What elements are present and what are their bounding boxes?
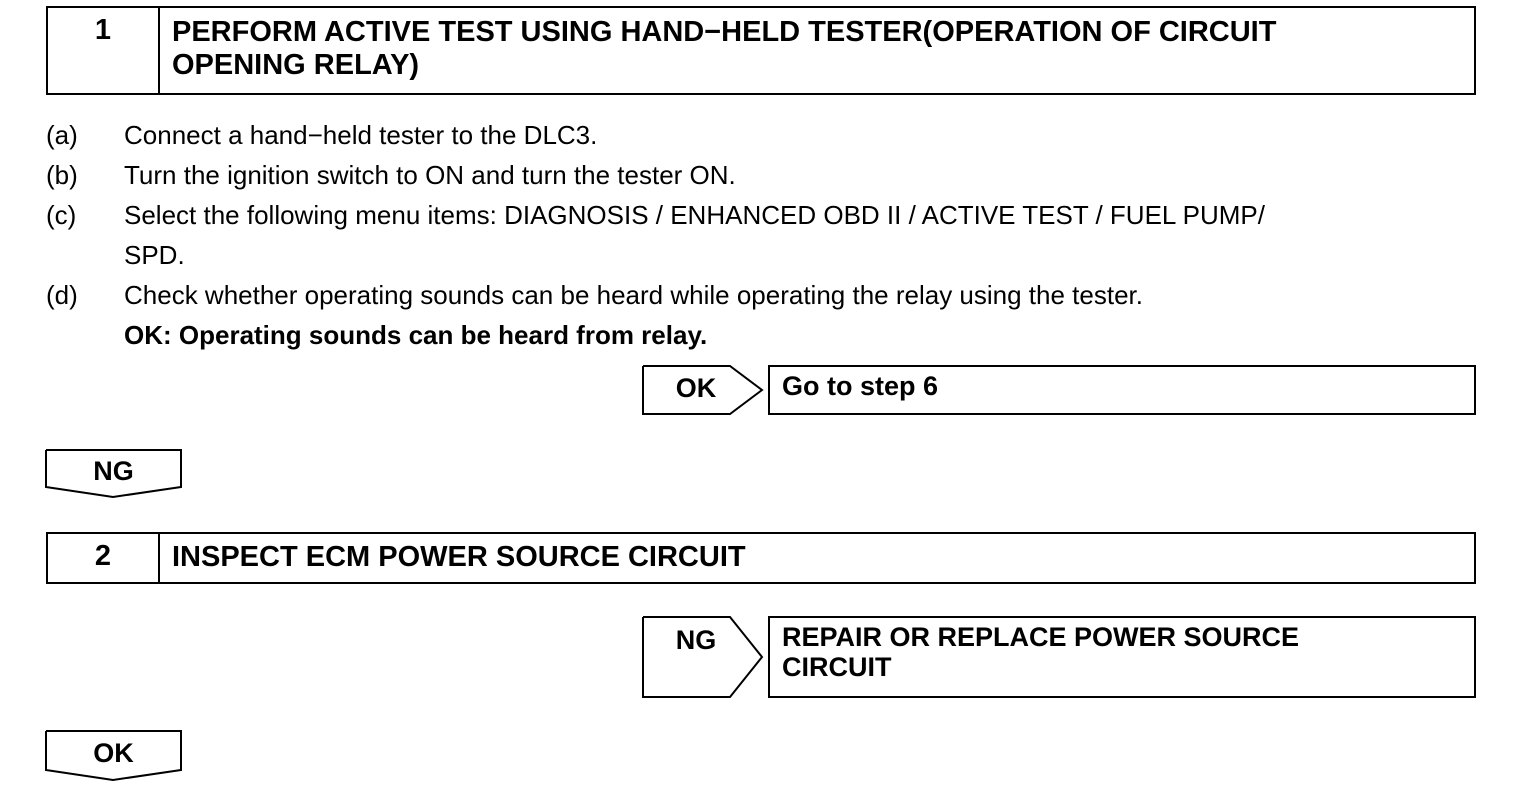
instruction-text-continued: SPD. (124, 240, 185, 270)
ok-statement: OK: Operating sounds can be heard from relay. (124, 320, 708, 350)
ok-arrow-label (642, 365, 764, 415)
step-1-header (46, 6, 1476, 95)
ok-tab-text: OK (93, 738, 134, 768)
step-title-line-1: PERFORM ACTIVE TEST USING HAND−HELD TESTER(OPERATION OF CIRCUIT (172, 16, 1277, 48)
step-number: 2 (48, 534, 160, 582)
instruction-text: Turn the ignition switch to ON and turn the tester ON. (124, 160, 736, 190)
result-ng-row (642, 616, 764, 698)
ng-arrow-label (642, 616, 764, 698)
instruction-text: Connect a hand−held tester to the DLC3. (124, 120, 598, 150)
instruction-text: Check whether operating sounds can be heard while operating the relay using the tester. (124, 280, 1143, 310)
result-ng-line-1: REPAIR OR REPLACE POWER SOURCE (782, 622, 1300, 652)
ng-arrow-text: NG (675, 625, 717, 655)
instruction-letter: (c) (46, 200, 77, 230)
instruction-letter: (b) (46, 160, 78, 190)
ok-down-tab (45, 730, 182, 782)
step-title: INSPECT ECM POWER SOURCE CIRCUIT (172, 541, 746, 573)
instruction-letter: (d) (46, 280, 78, 310)
ng-down-tab (45, 449, 182, 499)
step-2-header (46, 532, 1476, 584)
result-ok-action: Go to step 6 (768, 365, 1476, 415)
instruction-letter: (a) (46, 120, 78, 150)
step-title-line-2: OPENING RELAY) (172, 49, 420, 81)
instruction-text: Select the following menu items: DIAGNOSIS / ENHANCED OBD II / ACTIVE TEST / FUEL PUMP/ (124, 200, 1265, 230)
result-ng-line-2: CIRCUIT (782, 652, 892, 682)
ok-arrow-text: OK (675, 373, 717, 403)
step-title (160, 8, 1474, 93)
ng-tab-text: NG (93, 456, 134, 486)
result-ng-action (768, 616, 1476, 698)
result-ok-row (642, 365, 764, 415)
step-number: 1 (48, 8, 160, 93)
